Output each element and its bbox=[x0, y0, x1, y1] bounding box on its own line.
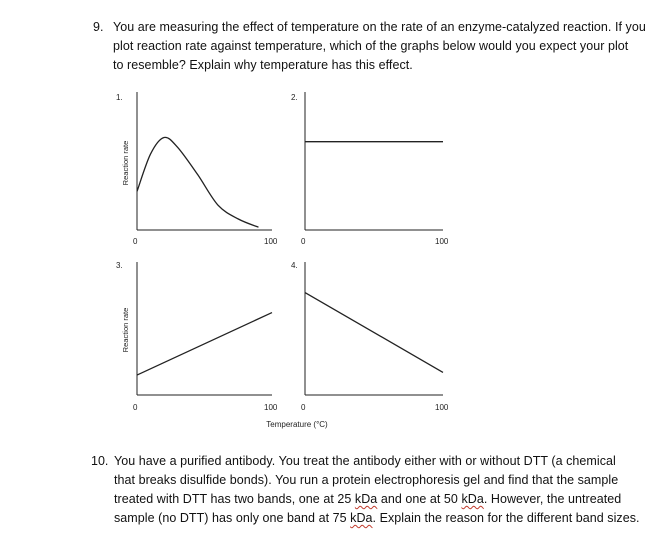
text-run: . Explain the reason for the different band sizes. bbox=[372, 511, 640, 525]
graph-panel-3 bbox=[116, 261, 278, 412]
y-axis-label: Reaction rate bbox=[121, 140, 130, 186]
text-run: and one at 50 bbox=[377, 492, 462, 506]
question-10-number: 10. bbox=[91, 454, 109, 468]
unit-kda: kDa bbox=[350, 511, 373, 525]
question-10-line bbox=[114, 490, 640, 509]
question-9-line: plot reaction rate against temperature, which of the graphs below would you expect your plot bbox=[113, 39, 629, 53]
panel-label: 2. bbox=[291, 93, 298, 102]
x-tick-label: 100 bbox=[264, 403, 278, 412]
rate-curve bbox=[305, 293, 443, 373]
x-tick-label: 100 bbox=[264, 237, 278, 246]
rate-curve bbox=[137, 313, 272, 376]
text-run: sample (no DTT) has only one band at 75 bbox=[114, 511, 351, 525]
x-tick-label: 0 bbox=[133, 237, 138, 246]
x-tick-label: 100 bbox=[435, 237, 449, 246]
question-10-line bbox=[114, 509, 640, 528]
graph-panel-2 bbox=[291, 92, 449, 246]
rate-curve bbox=[137, 137, 259, 227]
question-9-line: to resemble? Explain why temperature has this effect. bbox=[113, 58, 413, 72]
question-10-line: that breaks disulfide bonds). You run a protein electrophoresis gel and find that the sample bbox=[114, 473, 619, 487]
graph-panel-4 bbox=[266, 261, 449, 429]
panel-label: 1. bbox=[116, 93, 123, 102]
text-run: . However, the untreated bbox=[483, 492, 622, 506]
x-tick-label: 100 bbox=[435, 403, 449, 412]
x-tick-label: 0 bbox=[301, 237, 306, 246]
x-axis-label: Temperature (°C) bbox=[266, 420, 328, 429]
unit-kda: kDa bbox=[461, 492, 484, 506]
question-10-line: You have a purified antibody. You treat the antibody either with or without DTT (a chemical bbox=[114, 454, 616, 468]
x-tick-label: 0 bbox=[301, 403, 306, 412]
x-tick-label: 0 bbox=[133, 403, 138, 412]
text-run: treated with DTT has two bands, one at 25 bbox=[114, 492, 355, 506]
unit-kda: kDa bbox=[354, 492, 378, 506]
question-10-text bbox=[114, 452, 640, 528]
question-9-number: 9. bbox=[93, 20, 104, 34]
question-9-line: You are measuring the effect of temperature on the rate of an enzyme-catalyzed reaction. If you bbox=[113, 20, 646, 34]
panel-label: 4. bbox=[291, 261, 298, 270]
graph-panel-1 bbox=[116, 92, 278, 246]
y-axis-label: Reaction rate bbox=[121, 307, 130, 353]
panel-label: 3. bbox=[116, 261, 123, 270]
